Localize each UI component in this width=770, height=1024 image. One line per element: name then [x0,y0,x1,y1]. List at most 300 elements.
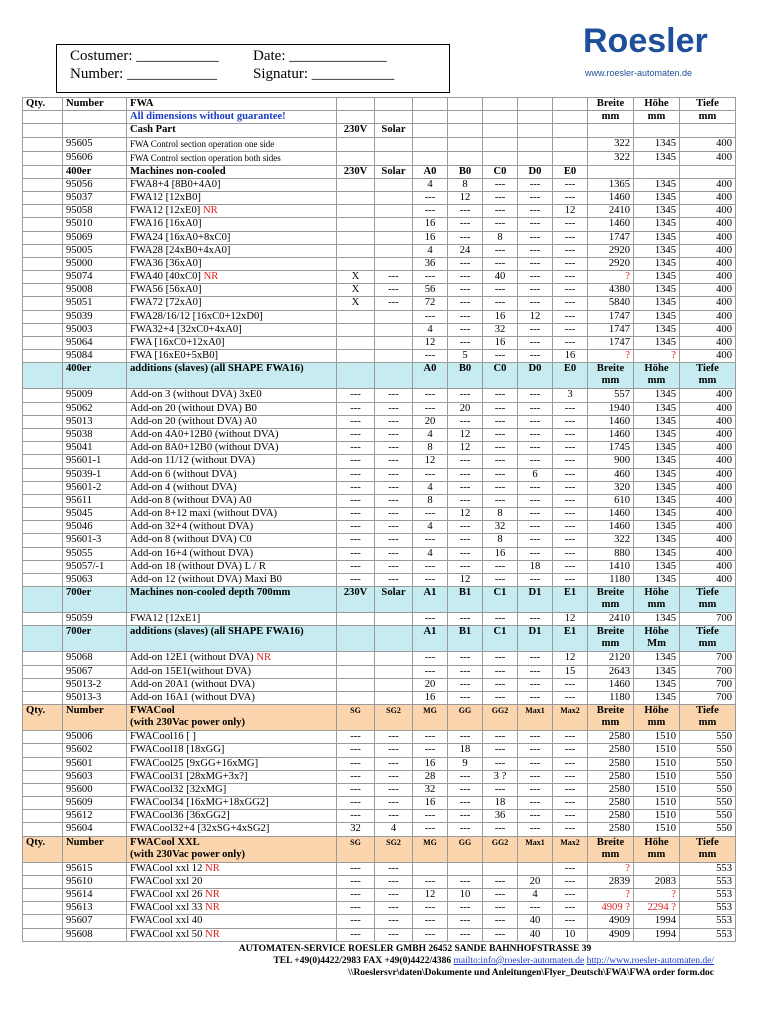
cell-qty[interactable] [23,691,63,704]
cell-text: --- [564,468,576,480]
cell-col-e [553,902,588,915]
cell-col-a [413,271,448,284]
cell-col-c [483,691,518,704]
cell-qty[interactable] [23,455,63,468]
cell-col-c [483,494,518,507]
cell-qty[interactable] [23,547,63,560]
table-row [23,337,736,350]
cell-text: 95609 [66,797,93,809]
cell-text: 1510 [654,757,676,769]
cell-depth [680,284,736,297]
footer-mail-link[interactable]: mailto:info@roesler-automaten.de [453,956,585,966]
cell-qty[interactable] [23,137,63,151]
cell-depth [680,402,736,415]
cell-text: 16 [564,350,576,362]
cell-text: 400 [716,389,732,401]
cell-height [634,178,680,191]
cell-c230v [337,455,375,468]
cell-height [634,665,680,678]
cell-qty[interactable] [23,928,63,941]
cell-qty[interactable] [23,783,63,796]
cell-text: E0 [563,165,577,177]
cell-text: 1345 [654,257,676,269]
cell-qty[interactable] [23,757,63,770]
cell-text: 1460 [608,415,630,427]
cell-col-a [413,191,448,204]
cell-c230v [337,337,375,350]
cell-col-c [483,415,518,428]
cell-c230v [337,705,375,731]
cell-depth [680,534,736,547]
cell-text: --- [350,928,361,940]
cell-c230v [337,560,375,573]
cell-solar [375,783,413,796]
cell-col-c [483,810,518,823]
cell-solar [375,862,413,875]
cell-text: --- [529,810,541,822]
cell-c230v [337,350,375,363]
cell-text: --- [459,678,471,690]
cell-col-d [518,98,553,111]
cell-qty[interactable] [23,626,63,652]
cell-number [63,626,127,652]
cell-text: 400 [716,284,732,296]
cell-c230v [337,271,375,284]
cell-text: 1345 [654,402,676,414]
cell-depth [680,902,736,915]
cell-col-b [448,178,483,191]
cell-qty[interactable] [23,205,63,218]
cell-text: Max1 [525,837,545,847]
cell-text: 1460 [608,191,630,203]
cell-col-e [553,310,588,323]
cell-qty[interactable] [23,415,63,428]
cell-text: --- [564,534,576,546]
cell-text: E0 [563,363,577,375]
cell-solar [375,915,413,928]
cell-col-b [448,244,483,257]
cell-qty[interactable] [23,613,63,626]
cell-qty[interactable] [23,337,63,350]
cell-qty[interactable] [23,323,63,336]
cell-col-b [448,547,483,560]
number-field[interactable]: Number: ____________ [70,66,218,82]
cell-text: FWACool18 [18xGG] [130,744,225,756]
cell-solar [375,928,413,941]
cell-height [634,455,680,468]
cell-text: --- [494,218,506,230]
cell-text: 95601-1 [66,455,102,467]
cell-col-b [448,124,483,137]
cell-text: --- [494,350,506,362]
cell-qty[interactable] [23,151,63,165]
cell-width [588,928,634,941]
cell-text: --- [564,481,576,493]
cell-description [127,862,337,875]
cell-text: Add-on 8 (without DVA) C0 [130,534,252,546]
cell-text: GG [458,706,472,716]
cell-number [63,862,127,875]
cell-text: 95005 [66,244,93,256]
cell-qty[interactable] [23,165,63,178]
cell-width [588,770,634,783]
cell-text: FWACool31 [28xMG+3x?] [130,770,248,782]
cell-text: FWACool [130,705,175,717]
cell-depth [680,244,736,257]
cell-text: 28 [424,770,436,782]
cell-col-d [518,875,553,888]
cell-text: D1 [528,626,542,638]
cell-qty[interactable] [23,797,63,810]
cell-text: 32 [424,783,436,795]
cell-qty[interactable] [23,508,63,521]
cell-text: 95037 [66,191,93,203]
table-row [23,494,736,507]
cell-depth [680,810,736,823]
cell-qty[interactable] [23,494,63,507]
cell-col-a [413,137,448,151]
cell-col-c [483,587,518,613]
cell-text: --- [459,783,471,795]
cell-qty[interactable] [23,98,63,111]
cell-number [63,783,127,796]
cell-text: 95008 [66,284,93,296]
cell-text: 550 [716,757,732,769]
cell-text: 400 [716,521,732,533]
cell-c230v [337,665,375,678]
cell-number [63,731,127,744]
cell-text: --- [350,455,361,467]
cell-solar [375,124,413,137]
cell-col-c [483,455,518,468]
table-row [23,191,736,204]
cell-col-b [448,389,483,402]
cell-col-c [483,560,518,573]
cell-text: --- [529,205,541,217]
cell-col-d [518,915,553,928]
table-row [23,521,736,534]
cell-width [588,521,634,534]
cell-col-a [413,111,448,124]
cell-qty[interactable] [23,218,63,231]
cell-description [127,124,337,137]
cell-qty[interactable] [23,770,63,783]
cell-text: --- [424,823,436,835]
cell-text: 10 [564,928,576,940]
cell-description [127,836,337,862]
cell-c230v [337,218,375,231]
cell-text: Add-on 18 (without DVA) L / R [130,560,266,572]
cell-text: 1345 [654,521,676,533]
cell-text: --- [388,481,399,493]
cell-qty[interactable] [23,402,63,415]
cell-col-c [483,178,518,191]
cell-qty[interactable] [23,836,63,862]
cell-qty[interactable] [23,652,63,665]
cell-width [588,244,634,257]
cell-col-e [553,297,588,310]
cell-text: 5 [462,350,468,362]
cell-solar [375,691,413,704]
cell-col-e [553,665,588,678]
cell-col-e [553,521,588,534]
cell-text: 400 [716,494,732,506]
cell-text: Qty. [26,836,46,848]
cell-col-e [553,875,588,888]
cell-text: --- [529,665,541,677]
cell-col-d [518,810,553,823]
cell-text: --- [564,442,576,454]
cell-c230v [337,652,375,665]
cell-text: 16 [424,691,436,703]
cell-col-c [483,574,518,587]
cell-text: --- [564,560,576,572]
cell-text: 400 [716,231,732,243]
cell-number [63,428,127,441]
date-field[interactable]: Date: _____________ [253,48,387,64]
cell-text: --- [350,875,361,887]
cell-text: FWA8+4 [8B0+4A0] [130,178,221,190]
cell-col-a [413,455,448,468]
cell-text: --- [424,665,436,677]
cell-text: 4 [427,521,433,533]
cell-text: --- [459,323,471,335]
cell-col-b [448,508,483,521]
cell-qty[interactable] [23,574,63,587]
cell-qty[interactable] [23,823,63,836]
cell-qty[interactable] [23,521,63,534]
cell-text: --- [459,902,471,914]
cell-qty[interactable] [23,481,63,494]
cell-qty[interactable] [23,862,63,875]
cell-solar [375,731,413,744]
cell-qty[interactable] [23,428,63,441]
cell-text: Breite [596,587,625,599]
cell-col-c [483,757,518,770]
cell-qty[interactable] [23,665,63,678]
cell-text: 557 [614,389,630,401]
cell-text: FWA12 [12xB0] [130,191,201,203]
cell-height [634,350,680,363]
cell-col-b [448,705,483,731]
cell-text: 2920 [608,244,630,256]
cell-qty[interactable] [23,875,63,888]
cell-text: B0 [458,363,472,375]
cell-number [63,521,127,534]
cell-c230v [337,284,375,297]
cell-text: SG2 [386,837,401,847]
cell-text: 700er [66,626,92,638]
cell-qty[interactable] [23,231,63,244]
cell-c230v [337,902,375,915]
cell-col-a [413,652,448,665]
cell-col-b [448,350,483,363]
cell-qty[interactable] [23,468,63,481]
cell-depth [680,257,736,270]
footer-web-link[interactable]: http://www.roesler-automaten.de/ [586,956,714,966]
cell-text: Add-on 16A1 (without DVA) [130,691,255,703]
cell-text: 400 [716,428,732,440]
cell-depth [680,744,736,757]
cell-col-b [448,836,483,862]
cell-qty[interactable] [23,350,63,363]
cell-text: 4380 [608,284,630,296]
cell-text: --- [459,613,471,625]
cell-col-a [413,928,448,941]
cell-qty[interactable] [23,310,63,323]
cell-qty[interactable] [23,560,63,573]
table-row [23,323,736,336]
signature-field[interactable]: Signatur: ___________ [253,66,395,82]
cell-solar [375,665,413,678]
cell-col-d [518,402,553,415]
cell-col-b [448,310,483,323]
cell-qty[interactable] [23,889,63,902]
cell-solar [375,678,413,691]
cell-qty[interactable] [23,678,63,691]
cell-col-e [553,402,588,415]
cell-text: FWA Control section operation both sides [130,152,281,163]
cell-text: Add-on 12E1 (without DVA) [130,652,254,664]
cell-text: Add-on 8 (without DVA) A0 [130,494,252,506]
cell-col-a [413,297,448,310]
cell-number [63,665,127,678]
cell-width [588,205,634,218]
cell-depth [680,889,736,902]
cell-text: --- [564,244,576,256]
cell-qty[interactable] [23,705,63,731]
cell-description [127,875,337,888]
cell-qty[interactable] [23,191,63,204]
cell-text: FWA12 [12xE1] [130,613,201,625]
cell-qty[interactable] [23,389,63,402]
cell-col-d [518,151,553,165]
cell-qty[interactable] [23,902,63,915]
cell-col-e [553,455,588,468]
cell-text: --- [529,521,541,533]
cell-qty[interactable] [23,124,63,137]
cell-qty[interactable] [23,744,63,757]
cell-col-d [518,494,553,507]
cell-text: C0 [493,363,507,375]
cell-text: 553 [716,928,732,940]
cell-height [634,521,680,534]
cell-col-e [553,494,588,507]
cell-text: --- [459,205,471,217]
cell-text: --- [459,389,471,401]
cell-solar [375,244,413,257]
cell-qty[interactable] [23,111,63,124]
cell-col-b [448,757,483,770]
cell-text: --- [388,928,399,940]
cell-qty[interactable] [23,363,63,389]
customer-field[interactable]: Costumer: ___________ [70,48,219,64]
cell-col-e [553,705,588,731]
cell-text: 95613 [66,902,93,914]
cell-text: --- [564,862,576,874]
cell-col-d [518,889,553,902]
cell-text: --- [564,691,576,703]
cell-text: 400 [716,402,732,414]
cell-text: --- [564,889,576,900]
cell-qty[interactable] [23,731,63,744]
cell-qty[interactable] [23,587,63,613]
cell-text: --- [424,205,436,217]
cell-text: FWACool XXL [130,836,200,848]
cell-col-b [448,889,483,902]
cell-c230v [337,797,375,810]
cell-col-e [553,862,588,875]
cell-text: --- [350,494,361,506]
cell-qty[interactable] [23,534,63,547]
cell-text: Add-on 32+4 (without DVA) [130,521,254,533]
cell-col-e [553,587,588,613]
cell-text: 1345 [654,205,676,217]
cell-width [588,350,634,363]
cell-height [634,124,680,137]
cell-text: --- [459,560,471,572]
cell-col-a [413,665,448,678]
cell-qty[interactable] [23,284,63,297]
cell-text: --- [388,468,399,480]
cell-solar [375,271,413,284]
cell-text: FWA [16xE0+5xB0] [130,350,219,362]
cell-col-b [448,218,483,231]
cell-text: 40 [529,928,541,940]
cell-text: mm [647,848,666,860]
cell-col-d [518,415,553,428]
cell-text: 550 [716,797,732,809]
cell-text: 2580 [608,770,630,782]
cell-text: 4 [390,823,397,835]
cell-text: --- [529,415,541,427]
cell-col-d [518,442,553,455]
cell-text: --- [564,678,576,690]
cell-qty[interactable] [23,915,63,928]
cell-text: 322 [614,534,630,546]
cell-col-e [553,823,588,836]
cell-qty[interactable] [23,297,63,310]
cell-qty[interactable] [23,257,63,270]
cell-qty[interactable] [23,810,63,823]
cell-text: --- [529,508,541,520]
cell-text: 24 [459,244,471,256]
cell-width [588,151,634,165]
cell-width [588,652,634,665]
cell-text: FWACool xxl 40 [130,915,203,927]
cell-text: --- [564,783,576,795]
cell-description [127,284,337,297]
cell-text: --- [529,731,541,743]
cell-number [63,613,127,626]
cell-text: 400 [716,547,732,559]
cell-width [588,415,634,428]
cell-col-d [518,363,553,389]
cell-number [63,481,127,494]
cell-qty[interactable] [23,442,63,455]
cell-text: 95062 [66,402,93,414]
cell-text: 3 ? [493,770,507,782]
cell-qty[interactable] [23,271,63,284]
cell-text: ? [625,350,630,362]
cell-text: 4909 ? [601,902,630,914]
cell-qty[interactable] [23,178,63,191]
cell-text: --- [388,560,399,572]
cell-text: Qty. [26,98,46,109]
cell-height [634,613,680,626]
cell-qty[interactable] [23,244,63,257]
cell-text: 400 [716,508,732,520]
